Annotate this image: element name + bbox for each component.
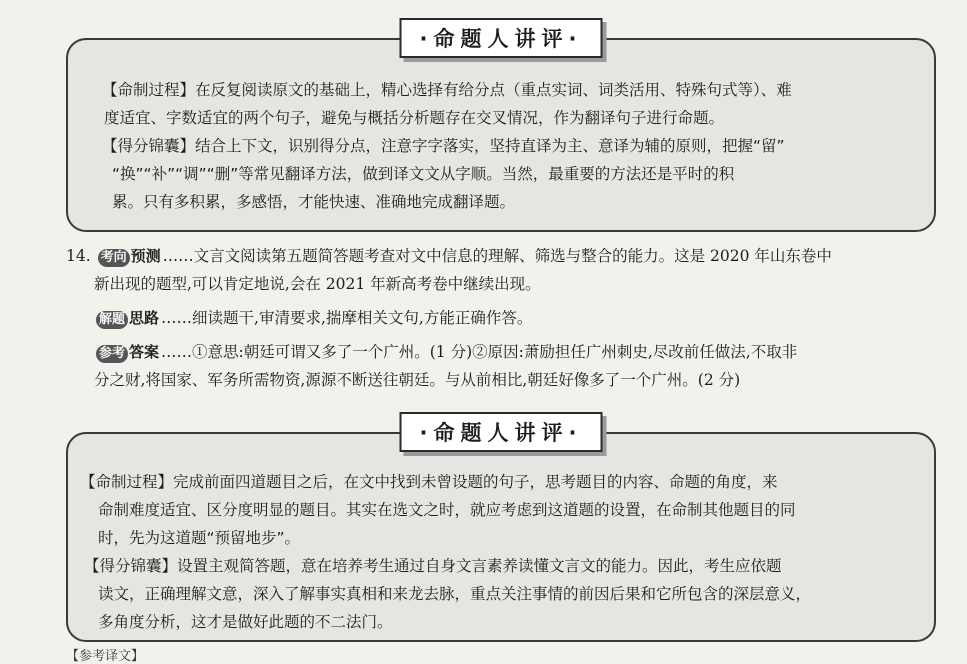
- scoring-tips-line: 【得分锦囊】设置主观简答题，意在培养考生通过自身文言素养读懂文言文的能力。因此，考生应依题: [84, 557, 782, 575]
- reference-translation-label: 【参考译文】: [66, 649, 145, 664]
- design-process-line: 度适宜、字数适宜的两个句子，避免与概括分析题存在交叉情况，作为翻译句子进行命题。: [104, 109, 725, 127]
- forecast-line: 14. 考向 预测 ……文言文阅读第五题简答题考查对文中信息的理解、筛选与整合的能力。这是 2020 年山东卷中: [66, 242, 947, 270]
- commentary-box-1: [66, 27, 936, 232]
- forecast-line-2: 新出现的题型,可以肯定地说,会在 2021 年新高考卷中继续出现。: [94, 275, 541, 293]
- design-process-line: 【命制过程】完成前面四道题目之后，在文中找到未曾设题的句子，思考题目的内容、命题的角度，来: [80, 473, 778, 491]
- scoring-tips-line: “换”“补”“调”“删”等常见翻译方法，做到译文文从字顺。当然，最重要的方法还是平时的积: [112, 165, 735, 183]
- forecast-tag: 考向 预测: [96, 242, 163, 270]
- scoring-tips-line: 累。只有多积累，多感悟，才能快速、准确地完成翻译题。: [112, 193, 516, 211]
- commentary-box-2: [66, 421, 936, 642]
- approach-tag: 解题 思路: [94, 304, 161, 332]
- scoring-tips-line: 【得分锦囊】结合上下文，识别得分点，注意字字落实，坚持直译为主、意译为辅的原则，把握“留”: [102, 137, 785, 155]
- scoring-tips-line: 读文，正确理解文意，深入了解事实真相和来龙去脉，重点关注事情的前因后果和它所包含的深层意义，: [98, 585, 812, 603]
- answer-tag: 参考 答案: [94, 338, 161, 366]
- question-number: 14.: [66, 247, 91, 265]
- question-14: [66, 242, 947, 394]
- commentary-title-1: ·命题人讲评·: [400, 18, 603, 58]
- answer-badge-icon: 参考: [96, 345, 128, 363]
- scoring-tips-line: 多角度分析，这才是做好此题的不二法门。: [98, 613, 393, 631]
- forecast-badge-icon: 考向: [98, 249, 130, 267]
- design-process-line: 时，先为这道题“预留地步”。: [98, 529, 301, 547]
- approach-badge-icon: 解题: [96, 311, 128, 329]
- commentary-title-2: ·命题人讲评·: [400, 412, 603, 452]
- design-process-line: 【命制过程】在反复阅读原文的基础上，精心选择有给分点（重点实词、词类活用、特殊句式等）、难: [102, 81, 792, 99]
- design-process-line: 命制难度适宜、区分度明显的题目。其实在选文之时，就应考虑到这道题的设置，在命制其他题目的同: [98, 501, 796, 519]
- answer-line-2: 分之财,将国家、军务所需物资,源源不断送往朝廷。与从前相比,朝廷好像多了一个广州。(2 分): [94, 371, 741, 389]
- answer-line: 参考 答案 ……①意思:朝廷可谓又多了一个广州。(1 分)②原因:萧励担任广州刺史,尽改前任做法,不取非: [66, 338, 947, 366]
- approach-line: 解题 思路 ……细读题干,审清要求,揣摩相关文句,方能正确作答。: [66, 304, 947, 332]
